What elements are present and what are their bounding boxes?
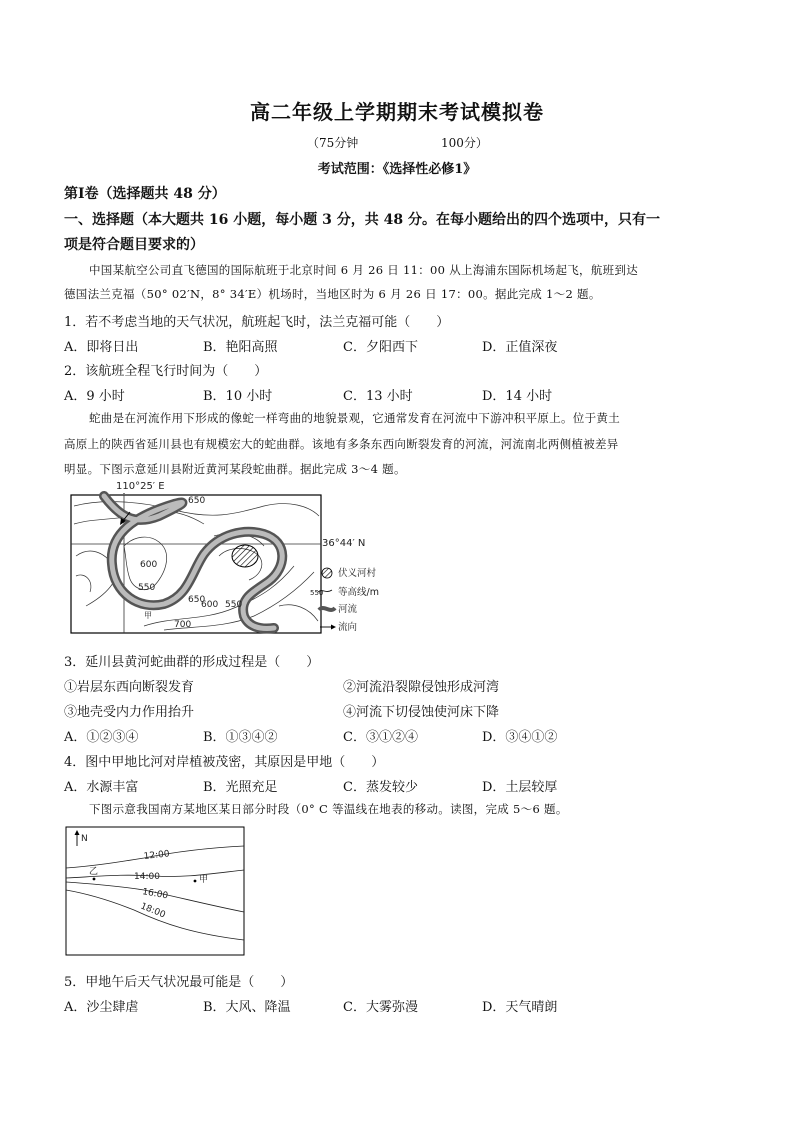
q2-option-b[interactable]: B．10 小时 <box>203 389 273 404</box>
point-jia: 甲 <box>144 611 152 620</box>
q3-item-1: ①岩层东西向断裂发育 <box>64 680 195 695</box>
q3-option-a[interactable]: A．①②③④ <box>64 730 139 745</box>
q2-option-d[interactable]: D．14 小时 <box>482 389 553 404</box>
isotherm-label: 12:00 <box>143 849 171 862</box>
q5-option-c[interactable]: C．大雾弥漫 <box>343 1000 418 1015</box>
exam-score: 100分） <box>441 136 488 150</box>
question-4-stem: 4．图中甲地比河对岸植被茂密，其原因是甲地（ ） <box>64 755 385 770</box>
q3-option-c[interactable]: C．③①②④ <box>343 730 418 745</box>
exam-duration: （75分钟 <box>307 136 359 150</box>
legend-contour: 等高线/m <box>338 587 379 598</box>
question-1-stem: 1．若不考虑当地的天气状况，航班起飞时，法兰克福可能（ ） <box>64 315 450 330</box>
legend-contour-value: 550 <box>310 589 324 597</box>
isotherm-label: 14:00 <box>134 872 160 882</box>
point-yi <box>93 878 96 881</box>
q2-option-c[interactable]: C．13 小时 <box>343 389 413 404</box>
q2-option-a[interactable]: A．9 小时 <box>64 389 125 404</box>
point-jia-label: 甲 <box>199 875 209 885</box>
meander-map <box>64 476 424 638</box>
contour-label: 600 <box>201 600 219 610</box>
q1-option-a[interactable]: A．即将日出 <box>64 340 139 355</box>
q4-option-a[interactable]: A．水源丰富 <box>64 780 139 795</box>
passage2-line1: 蛇曲是在河流作用下形成的像蛇一样弯曲的地貌景观，它通常发育在河流中下游冲积平原上。位于黄土 <box>89 411 620 425</box>
q4-option-c[interactable]: C．蒸发较少 <box>343 780 418 795</box>
q1-option-c[interactable]: C．夕阳西下 <box>343 340 418 355</box>
section-instruction-line2: 项是符合题目要求的） <box>64 237 204 253</box>
isotherm-map <box>64 824 248 958</box>
contour-label: 550 <box>225 600 243 610</box>
question-5-stem: 5．甲地午后天气状况最可能是（ ） <box>64 975 294 990</box>
exam-range: 考试范围：《选择性必修1》 <box>317 162 477 177</box>
isotherm-label: 18:00 <box>138 901 167 921</box>
q1-option-b[interactable]: B．艳阳高照 <box>203 340 278 355</box>
q3-item-3: ③地壳受内力作用抬升 <box>64 705 195 720</box>
q3-item-2: ②河流沿裂隙侵蚀形成河湾 <box>343 680 500 695</box>
point-jia <box>194 880 197 883</box>
village-marker <box>232 545 258 567</box>
contour-label: 650 <box>188 595 206 605</box>
question-3-stem: 3．延川县黄河蛇曲群的形成过程是（ ） <box>64 655 320 670</box>
contour-label: 700 <box>174 620 192 630</box>
passage2-line2: 高原上的陕西省延川县也有规模宏大的蛇曲群。该地有多条东西向断裂发育的河流，河流南北两侧植被差异 <box>64 437 619 451</box>
legend-river: 河流 <box>338 604 358 615</box>
passage3-line1: 下图示意我国南方某地区某日部分时段（0° C 等温线在地表的移动。读图，完成 5～6 题。 <box>89 802 568 816</box>
legend-village: 伏义河村 <box>338 568 377 579</box>
q3-option-d[interactable]: D．③④①② <box>482 730 558 745</box>
passage2-line3: 明显。下图示意延川县附近黄河某段蛇曲群。据此完成 3～4 题。 <box>64 462 406 476</box>
q1-option-d[interactable]: D．正值深夜 <box>482 340 558 355</box>
question-2-stem: 2．该航班全程飞行时间为（ ） <box>64 364 268 379</box>
q5-option-b[interactable]: B．大风、降温 <box>203 1000 291 1015</box>
q4-option-d[interactable]: D．土层较厚 <box>482 780 558 795</box>
passage1-line2: 德国法兰克福（50° 02′N，8° 34′E）机场时，当地区时为 6 月 26 日 17：00。据此完成 1～2 题。 <box>64 287 601 301</box>
point-yi-label: 乙 <box>89 867 99 877</box>
q5-option-a[interactable]: A．沙尘肆虐 <box>64 1000 139 1015</box>
page-title: 高二年级上学期期末考试模拟卷 <box>250 100 544 124</box>
passage1-line1: 中国某航空公司直飞德国的国际航班于北京时间 6 月 26 日 11：00 从上海浦东国际机场起飞，航班到达 <box>89 263 639 277</box>
contour-label: 550 <box>138 583 156 593</box>
q3-item-4: ④河流下切侵蚀使河床下降 <box>343 705 500 720</box>
legend-village-symbol <box>322 568 332 578</box>
longitude-label: 110°25′ E <box>116 481 165 492</box>
latitude-label: 36°44′ N <box>322 538 366 549</box>
contour-label: 650 <box>188 496 206 506</box>
q5-option-d[interactable]: D．天气晴朗 <box>482 1000 558 1015</box>
part-heading: 第Ⅰ卷（选择题共 48 分） <box>64 186 226 202</box>
legend-flow: 流向 <box>338 622 358 633</box>
north-label: N <box>81 834 88 844</box>
isotherm-label: 16:00 <box>141 887 169 902</box>
q4-option-b[interactable]: B．光照充足 <box>203 780 278 795</box>
q3-option-b[interactable]: B．①③④② <box>203 730 278 745</box>
section-instruction-line1: 一、选择题（本大题共 16 小题，每小题 3 分，共 48 分。在每小题给出的四个选项中，只有一 <box>64 212 660 228</box>
contour-label: 600 <box>140 560 158 570</box>
